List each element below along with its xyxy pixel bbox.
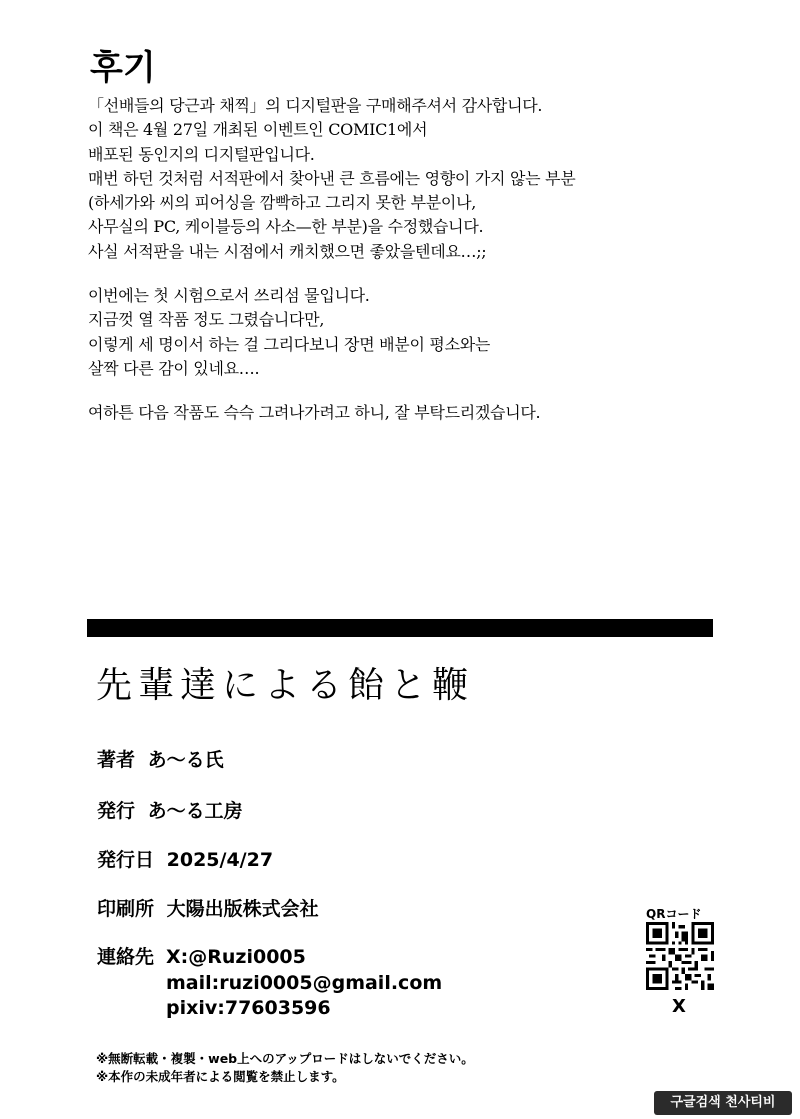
author-label: 著者 — [97, 749, 136, 771]
author-row — [97, 747, 224, 773]
printer-value: 大陽出版株式会社 — [166, 898, 319, 920]
afterword-line: 지금껏 열 작품 정도 그렸습니다만, — [88, 310, 325, 330]
afterword-line: 배포된 동인지의 디지털판입니다. — [88, 144, 315, 164]
printer-row — [97, 896, 319, 922]
book-title: 先輩達による飴と鞭 — [96, 665, 475, 706]
afterword-line: 사무실의 PC, 케이블등의 사소—한 부분)을 수정했습니다. — [88, 217, 484, 237]
afterword-line: (하세가와 씨의 피어싱을 깜빡하고 그리지 못한 부분이나, — [88, 193, 477, 213]
date-label: 発行日 — [97, 849, 155, 871]
afterword-line: 「선배들의 당근과 채찍」의 디지털판을 구매해주셔서 감사합니다. — [88, 96, 543, 115]
afterword-paragraph-3 — [88, 401, 728, 425]
publisher-label: 発行 — [97, 800, 136, 822]
contact-label: 連絡先 — [97, 946, 155, 968]
afterword-line: 살짝 다른 감이 있네요…. — [88, 358, 260, 378]
qr-code-icon — [646, 922, 714, 990]
qr-label: QRコード — [646, 907, 702, 921]
afterword-line: 이렇게 세 명이서 하는 걸 그리다보니 장면 배분이 평소와는 — [88, 334, 491, 354]
afterword-line: 사실 서적판을 내는 시점에서 캐치했으면 좋았을텐데요…;; — [88, 241, 487, 261]
section-divider — [87, 619, 713, 637]
contact-row — [97, 944, 160, 970]
date-value: 2025/4/27 — [166, 849, 274, 871]
afterword-title: 후기 — [90, 48, 156, 88]
afterword-line: 이번에는 첫 시험으로서 쓰리섬 물입니다. — [88, 286, 370, 305]
afterword-line: 매번 하던 것처럼 서적판에서 찾아낸 큰 흐름에는 영향이 가지 않는 부분 — [88, 168, 576, 188]
printer-label: 印刷所 — [97, 898, 155, 920]
contact-x: X:@Ruzi0005 — [166, 946, 306, 968]
publisher-value: あ〜る工房 — [147, 800, 243, 822]
author-value: あ〜る氏 — [147, 749, 224, 771]
afterword-line: 여하튼 다음 작품도 슥슥 그려나가려고 하니, 잘 부탁드리겠습니다. — [88, 403, 541, 422]
qr-caption: X — [672, 996, 686, 1017]
afterword-paragraph-2 — [88, 284, 728, 381]
publisher-row — [97, 798, 243, 824]
watermark-badge: 구글검색 천사티비 — [654, 1091, 792, 1115]
date-row — [97, 847, 273, 873]
notice-no-reprint: ※無断転載・複製・web上へのアップロードはしないでください。 — [96, 1051, 474, 1066]
notice-minors: ※本作の未成年者による閲覧を禁止します。 — [96, 1069, 345, 1084]
contact-mail: mail:ruzi0005@gmail.com — [166, 972, 443, 994]
contact-pixiv: pixiv:77603596 — [166, 997, 331, 1019]
afterword-line: 이 책은 4월 27일 개최된 이벤트인 COMIC1에서 — [88, 120, 428, 140]
afterword-paragraph-1 — [88, 94, 728, 264]
